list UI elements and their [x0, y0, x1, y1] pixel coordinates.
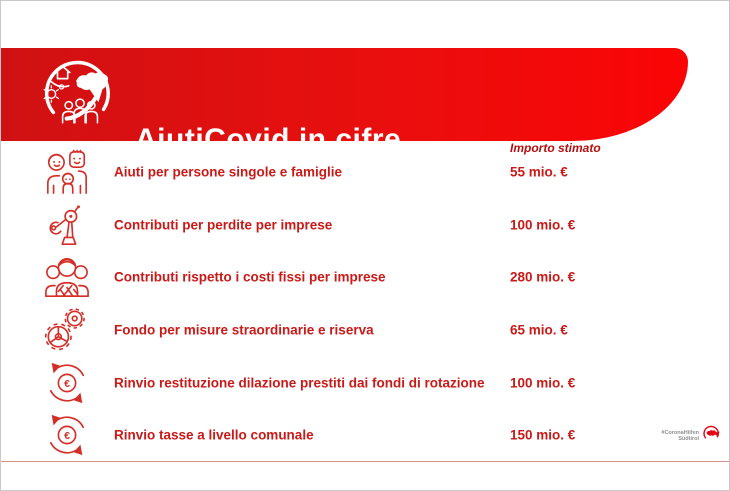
- footer-divider: [1, 461, 729, 462]
- euro-rotation-icon: [43, 411, 91, 459]
- svg-text:€: €: [64, 377, 70, 390]
- column-header-importo-stimato: Importo stimato: [510, 141, 601, 155]
- table-row: [1, 199, 729, 251]
- row-label: Aiuti per persone singole e famiglie: [114, 164, 343, 180]
- page-title: AiutiCovid in cifre: [135, 123, 402, 156]
- row-label: Contributi per perdite per imprese: [114, 217, 333, 233]
- people-group-icon: [43, 253, 91, 301]
- family-icon: [43, 148, 91, 196]
- row-amount: 55 mio. €: [510, 164, 568, 180]
- row-amount: 65 mio. €: [510, 322, 568, 338]
- table-row: [1, 304, 729, 356]
- table-row: [1, 146, 729, 198]
- robot-arm-icon: [43, 201, 91, 249]
- row-label: Rinvio restituzione dilazione prestiti dai fondi di rotazione: [114, 375, 485, 391]
- row-label: Rinvio tasse a livello comunale: [114, 427, 314, 443]
- row-amount: 100 mio. €: [510, 375, 576, 391]
- svg-text:€: €: [64, 429, 70, 442]
- row-label: Fondo per misure straordinarie e riserva: [114, 322, 374, 338]
- gears-icon: [43, 306, 91, 354]
- table-row: [1, 357, 729, 409]
- row-amount: 100 mio. €: [510, 217, 576, 233]
- table-row: [1, 251, 729, 303]
- row-amount: 280 mio. €: [510, 269, 576, 285]
- suedtirol-map-circle-icon: [702, 424, 721, 448]
- logo-text: #CoronaHilfen Südtirol: [661, 429, 699, 442]
- euro-rotation-icon: [43, 359, 91, 407]
- table-row: [1, 409, 729, 461]
- row-amount: 150 mio. €: [510, 427, 576, 443]
- coronahilfen-suedtirol-logo: [661, 424, 721, 448]
- row-label: Contributi rispetto i costi fissi per imprese: [114, 269, 386, 285]
- coronahilfen-circle-arrow-emblem-icon: [38, 53, 120, 135]
